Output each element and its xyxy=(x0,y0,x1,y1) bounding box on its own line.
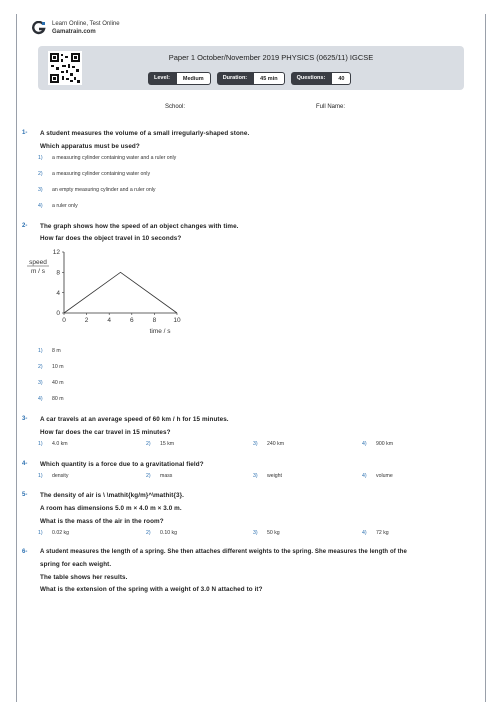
option-number: 4) xyxy=(38,203,43,209)
option-number: 1) xyxy=(38,473,43,479)
option-2[interactable] xyxy=(146,473,172,479)
question-prompt: What is the extension of the spring with a weight of 3.0 N attached to it? xyxy=(40,586,263,593)
school-label: School: xyxy=(165,104,186,110)
gamatrain-logo-icon xyxy=(32,21,46,35)
question-prompt: Which apparatus must be used? xyxy=(40,143,140,150)
option-number: 4) xyxy=(362,473,367,479)
option-text: 4.0 km xyxy=(52,441,68,447)
option-number: 3) xyxy=(253,473,258,479)
fullname-label: Full Name: xyxy=(316,104,346,110)
y-tick-label: 8 xyxy=(56,269,60,277)
option-text: 0.02 kg xyxy=(52,530,70,536)
brand-site[interactable]: Gamatrain.com xyxy=(52,29,96,35)
question-text: A student measures the length of a spring. She then attaches different weights to the spring. She measures the length of the xyxy=(40,549,407,555)
level-badge xyxy=(148,72,211,85)
page-border xyxy=(16,14,486,702)
x-axis-label: time / s xyxy=(149,328,171,335)
y-tick-label: 4 xyxy=(56,289,60,297)
option-2[interactable] xyxy=(38,364,64,370)
question-text: The density of air is \ \mathit{kg/m}^\mathit{3}. xyxy=(40,492,184,499)
y-tick-label: 12 xyxy=(52,249,60,257)
option-number: 3) xyxy=(38,380,43,386)
option-text: a measuring cylinder containing water and a ruler only xyxy=(52,155,177,161)
question-number: 1- xyxy=(22,130,28,136)
option-number: 3) xyxy=(253,441,258,447)
option-text: 0.10 kg xyxy=(160,530,178,536)
option-2[interactable] xyxy=(146,441,174,447)
level-value: Medium xyxy=(176,72,211,85)
option-text: an empty measuring cylinder and a ruler only xyxy=(52,187,156,193)
option-text: 40 m xyxy=(52,380,64,386)
y-axis-unit: m / s xyxy=(30,268,46,275)
option-text: 8 m xyxy=(52,348,61,354)
option-number: 3) xyxy=(253,530,258,536)
y-tick-label: 0 xyxy=(56,310,60,318)
option-text: a measuring cylinder containing water only xyxy=(52,171,151,177)
option-4[interactable] xyxy=(38,396,64,402)
option-number: 2) xyxy=(146,441,151,447)
exam-header xyxy=(38,46,464,90)
option-text: mass xyxy=(160,473,173,479)
option-number: 1) xyxy=(38,348,43,354)
x-tick-label: 0 xyxy=(62,317,66,324)
option-1[interactable] xyxy=(38,348,61,354)
duration-value: 45 min xyxy=(253,72,284,85)
option-1[interactable] xyxy=(38,155,176,161)
option-text: 72 kg xyxy=(376,530,389,536)
option-2[interactable] xyxy=(146,530,177,536)
option-3[interactable] xyxy=(38,380,64,386)
option-1[interactable] xyxy=(38,441,68,447)
option-text: 50 kg xyxy=(267,530,280,536)
option-number: 4) xyxy=(362,441,367,447)
question-number: 6- xyxy=(22,549,28,555)
speed-line xyxy=(64,272,177,313)
option-1[interactable] xyxy=(38,473,68,479)
option-number: 1) xyxy=(38,441,43,447)
x-tick-label: 10 xyxy=(173,317,181,324)
option-number: 4) xyxy=(38,396,43,402)
exam-title: Paper 1 October/November 2019 PHYSICS (0625/11) IGCSE xyxy=(168,53,374,62)
option-2[interactable] xyxy=(38,171,150,177)
duration-badge xyxy=(217,72,285,85)
option-number: 3) xyxy=(38,187,43,193)
option-number: 2) xyxy=(146,530,151,536)
option-text: volume xyxy=(376,473,393,479)
x-tick-label: 6 xyxy=(129,317,134,324)
question-detail: A room has dimensions 5.0 m × 4.0 m × 3.0 m. xyxy=(40,505,182,512)
question-prompt: How far does the object travel in 10 seconds? xyxy=(40,235,182,242)
option-text: 15 km xyxy=(160,441,175,447)
question-detail: The table shows her results. xyxy=(40,574,128,581)
option-number: 1) xyxy=(38,155,43,161)
question-number: 3- xyxy=(22,416,28,422)
option-4[interactable] xyxy=(362,530,389,536)
option-number: 2) xyxy=(146,473,151,479)
questions-value: 40 xyxy=(331,72,351,85)
question-number: 2- xyxy=(22,223,28,229)
option-number: 2) xyxy=(38,364,43,370)
option-text: 900 km xyxy=(376,441,394,447)
option-number: 4) xyxy=(362,530,367,536)
option-4[interactable] xyxy=(362,441,393,447)
option-text: a ruler only xyxy=(52,203,78,209)
duration-label: Duration: xyxy=(217,72,253,85)
level-label: Level: xyxy=(148,72,176,85)
question-text: The graph shows how the speed of an object changes with time. xyxy=(40,223,239,230)
question-text: Which quantity is a force due to a gravitational field? xyxy=(40,461,204,468)
option-1[interactable] xyxy=(38,530,69,536)
option-text: density xyxy=(52,473,69,479)
brand-tagline: Learn Online, Test Online xyxy=(52,21,120,27)
speed-time-graph xyxy=(24,248,194,340)
x-tick-label: 4 xyxy=(107,317,112,324)
option-3[interactable] xyxy=(253,441,284,447)
question-prompt: What is the mass of the air in the room? xyxy=(40,518,164,525)
option-3[interactable] xyxy=(253,530,280,536)
option-3[interactable] xyxy=(253,473,282,479)
question-number: 5- xyxy=(22,492,28,498)
questions-label: Questions: xyxy=(291,72,332,85)
option-text: 80 m xyxy=(52,396,64,402)
questions-badge xyxy=(291,72,352,85)
option-3[interactable] xyxy=(38,187,156,193)
x-tick-label: 2 xyxy=(84,317,89,324)
question-text-cont: spring for each weight. xyxy=(40,561,112,568)
question-text: A car travels at an average speed of 60 km / h for 15 minutes. xyxy=(40,416,229,423)
x-tick-label: 8 xyxy=(152,317,157,324)
option-number: 1) xyxy=(38,530,43,536)
option-text: weight xyxy=(267,473,282,479)
option-number: 2) xyxy=(38,171,43,177)
question-prompt: How far does the car travel in 15 minutes? xyxy=(40,429,171,436)
option-4[interactable] xyxy=(38,203,78,209)
question-text: A student measures the volume of a small irregularly-shaped stone. xyxy=(40,130,250,137)
option-text: 240 km xyxy=(267,441,285,447)
y-axis-label: speed xyxy=(29,259,47,266)
option-4[interactable] xyxy=(362,473,393,479)
brand[interactable] xyxy=(32,20,120,36)
option-text: 10 m xyxy=(52,364,64,370)
question-number: 4- xyxy=(22,461,28,467)
